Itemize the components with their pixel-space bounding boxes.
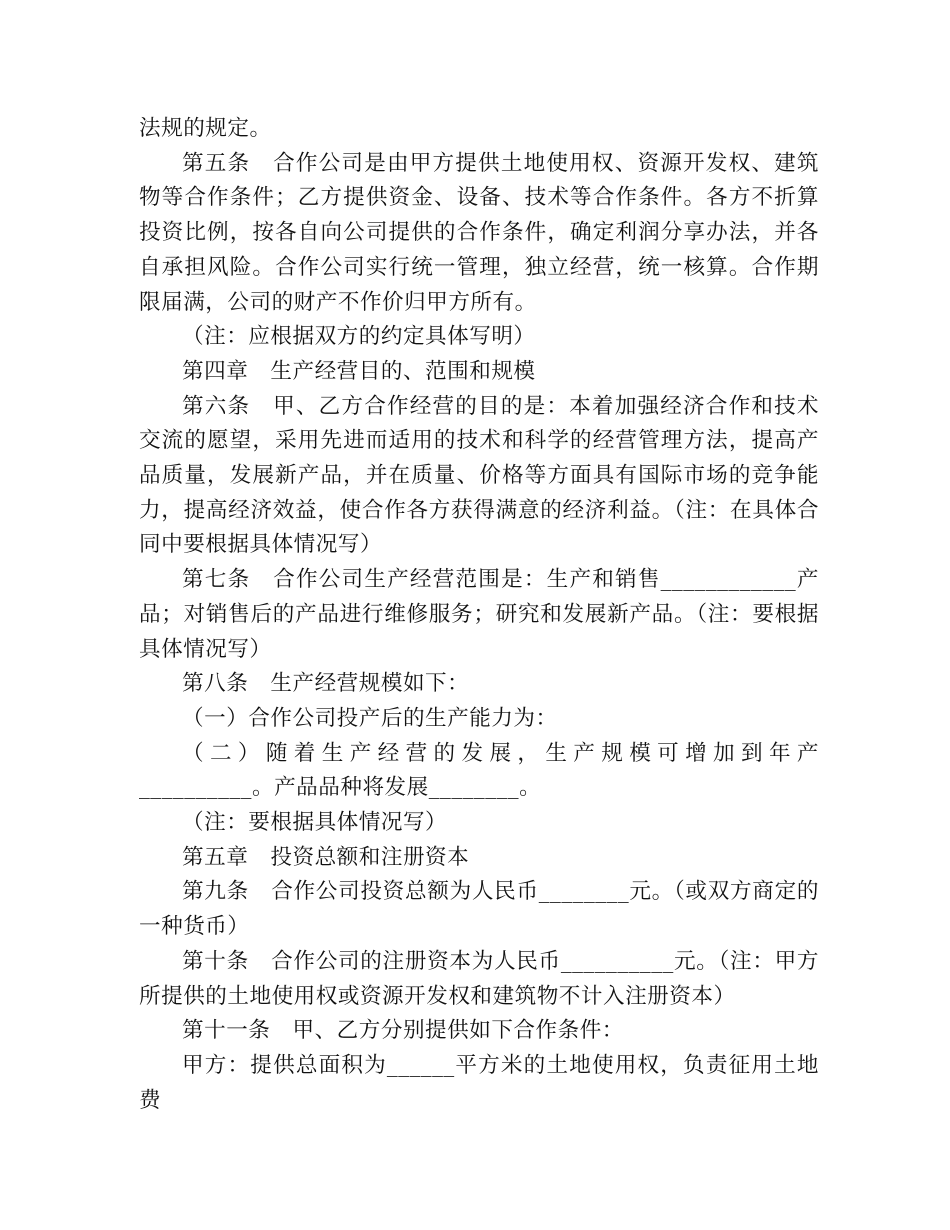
paragraph-article-6: 第六条 甲、乙方合作经营的目的是：本着加强经济合作和技术交流的愿望，采用先进而适用的技术和科学的经营管理方法，提高产品质量，发展新产品，并在质量、价格等方面具有国际市场的竞争能力，提高经济效益，使合作各方获得满意的经济利益。（注：在具体合同中要根据具体情况写） bbox=[139, 393, 819, 558]
paragraph-article-11: 第十一条 甲、乙方分别提供如下合作条件： bbox=[182, 1018, 624, 1044]
document-page bbox=[139, 112, 819, 1118]
paragraph-article-5: 第五条 合作公司是由甲方提供土地使用权、资源开发权、建筑物等合作条件；乙方提供资金、设备、技术等合作条件。各方不折算投资比例，按各自向公司提供的合作条件，确定利润分享办法，并各自承担风险。合作公司实行统一管理，独立经营，统一核算。合作期限届满，公司的财产不作价归甲方所有。 bbox=[139, 150, 819, 315]
paragraph-article-7: 第七条 合作公司生产经营范围是：生产和销售____________产品；对销售后的产品进行维修服务；研究和发展新产品。（注：要根据具体情况写） bbox=[139, 567, 819, 662]
paragraph-article-10: 第十条 合作公司的注册资本为人民币__________元。（注：甲方所提供的土地使用权或资源开发权和建筑物不计入注册资本） bbox=[139, 948, 819, 1009]
paragraph-note: （注：要根据具体情况写） bbox=[182, 810, 448, 836]
paragraph-item-2: （二）随着生产经营的发展，生产规模可增加到年产__________。产品品种将发展________。 bbox=[139, 740, 819, 801]
paragraph-item-1: （一）合作公司投产后的生产能力为： bbox=[182, 705, 558, 731]
paragraph-article-8: 第八条 生产经营规模如下： bbox=[182, 671, 470, 697]
paragraph-continuation: 法规的规定。 bbox=[139, 116, 272, 141]
paragraph-article-9: 第九条 合作公司投资总额为人民币________元。（或双方商定的一种货币） bbox=[139, 879, 819, 940]
paragraph-party-a: 甲方：提供总面积为______平方米的土地使用权，负责征用土地费 bbox=[139, 1052, 819, 1113]
chapter-heading-4: 第四章 生产经营目的、范围和规模 bbox=[182, 358, 536, 384]
paragraph-note: （注：应根据双方的约定具体写明） bbox=[182, 324, 536, 350]
chapter-heading-5: 第五章 投资总额和注册资本 bbox=[182, 844, 470, 870]
